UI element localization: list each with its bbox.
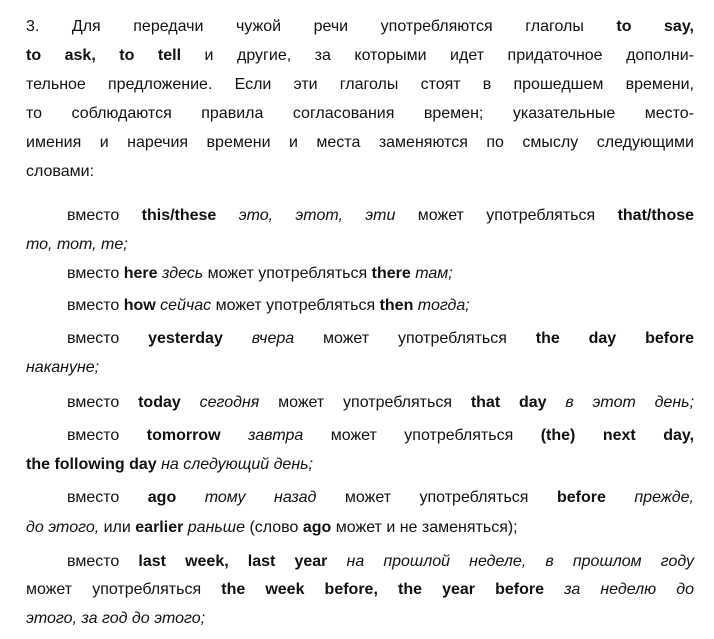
instead-word: вместо <box>67 489 120 506</box>
item-today <box>67 393 694 413</box>
paragraph-text: тельное предложение. Если эти глаголы стоят в прошедшем времени, <box>26 76 694 93</box>
english-term: then <box>379 297 414 314</box>
may-be-used-text: может употребляться <box>330 427 514 444</box>
item-how <box>67 296 694 316</box>
english-term: next <box>602 427 636 444</box>
english-term: day, <box>663 427 695 444</box>
paragraph-text: и другие, за которыми идет придаточное дополни- <box>204 47 694 64</box>
russian-translation: прежде, <box>634 489 694 506</box>
russian-translation: тому назад <box>204 489 317 506</box>
english-term: the following day <box>26 456 157 473</box>
note-text: (слово <box>249 519 299 536</box>
paragraph-line-3 <box>26 75 694 95</box>
item-tomorrow-line-2 <box>26 455 694 475</box>
russian-translation: на прошлой неделе, в прошлом году <box>346 553 695 570</box>
paragraph-text: имения и наречия времени и места заменяются по смыслу следующими <box>26 134 694 151</box>
item-ago-line-1 <box>67 488 694 508</box>
instead-word: вместо <box>67 297 120 314</box>
english-term: ago <box>302 519 332 536</box>
english-term: to ask, <box>26 47 96 64</box>
english-term: the year before <box>398 581 545 598</box>
russian-translation: раньше <box>187 519 245 536</box>
russian-translation: на следующий день; <box>161 456 313 473</box>
russian-translation: накануне; <box>26 359 100 376</box>
russian-translation: до этого, <box>26 519 100 536</box>
russian-translation: за неделю до <box>564 581 694 598</box>
paragraph-text: то соблюдаются правила согласования времен; указательные место- <box>26 105 694 122</box>
may-be-used-text: может употребляться <box>278 394 452 411</box>
paragraph-line-6 <box>26 162 694 182</box>
paragraph-line-4 <box>26 104 694 124</box>
instead-word: вместо <box>67 394 120 411</box>
russian-translation: завтра <box>247 427 304 444</box>
paragraph-text: словами: <box>26 163 95 180</box>
russian-translation: тогда; <box>417 297 470 314</box>
item-lastweek-line-2 <box>26 580 694 600</box>
instead-word: вместо <box>67 427 120 444</box>
instead-word: вместо <box>67 207 120 224</box>
may-be-used-text: может употребляться <box>26 581 202 598</box>
may-be-used-text: может употребляться <box>417 207 596 224</box>
russian-translation: в этот день; <box>565 394 695 411</box>
english-term: day <box>518 394 547 411</box>
english-term: that/those <box>617 207 695 224</box>
english-term: yesterday <box>148 330 223 347</box>
english-term: earlier <box>135 519 184 536</box>
english-term: ago <box>147 489 177 506</box>
russian-translation: сейчас <box>160 297 212 314</box>
paragraph-line-1 <box>26 17 694 37</box>
item-this-line-1 <box>67 206 694 226</box>
english-term: before <box>645 330 694 347</box>
russian-translation: это, этот, эти <box>238 207 396 224</box>
item-lastweek-line-1 <box>67 552 694 572</box>
english-term: that <box>470 394 501 411</box>
english-term: there <box>371 265 411 282</box>
russian-translation: там; <box>415 265 453 282</box>
english-term: to tell <box>119 47 182 64</box>
item-yesterday-line-1 <box>67 329 694 349</box>
item-this-line-2 <box>26 235 694 255</box>
russian-translation: сегодня <box>199 394 260 411</box>
instead-word: вместо <box>67 265 120 282</box>
item-here <box>67 264 694 284</box>
instead-word: вместо <box>67 330 120 347</box>
paragraph-line-2 <box>26 46 694 66</box>
english-term: here <box>123 265 158 282</box>
item-tomorrow-line-1 <box>67 426 694 446</box>
russian-translation: этого, за год до этого; <box>26 610 206 627</box>
russian-translation: вчера <box>251 330 295 347</box>
may-be-used-text: может употребляться <box>344 489 529 506</box>
english-term: before <box>556 489 606 506</box>
instead-word: вместо <box>67 553 120 570</box>
item-yesterday-line-2 <box>26 358 694 378</box>
english-term: (the) <box>540 427 576 444</box>
may-be-used-text: может употребляться <box>215 297 376 314</box>
note-text: может и не заменяться); <box>335 519 518 536</box>
paragraph-line-5 <box>26 133 694 153</box>
may-be-used-text: может употребляться <box>207 265 368 282</box>
english-term: the <box>535 330 560 347</box>
english-term: day <box>588 330 617 347</box>
english-term: this/these <box>141 207 217 224</box>
english-term: tomorrow <box>146 427 221 444</box>
paragraph-text: 3. Для передачи чужой речи употребляются глаголы <box>26 18 584 35</box>
item-ago-line-2 <box>26 518 694 538</box>
english-term: how <box>123 297 156 314</box>
english-term: today <box>138 394 181 411</box>
english-term: to say, <box>616 18 694 35</box>
english-term: the week before, <box>221 581 378 598</box>
russian-translation: здесь <box>161 265 204 282</box>
or-word: или <box>103 519 131 536</box>
english-term: last week, last year <box>138 553 328 570</box>
may-be-used-text: может употребляться <box>323 330 507 347</box>
russian-translation: то, тот, те; <box>26 236 128 253</box>
item-lastweek-line-3 <box>26 609 694 629</box>
